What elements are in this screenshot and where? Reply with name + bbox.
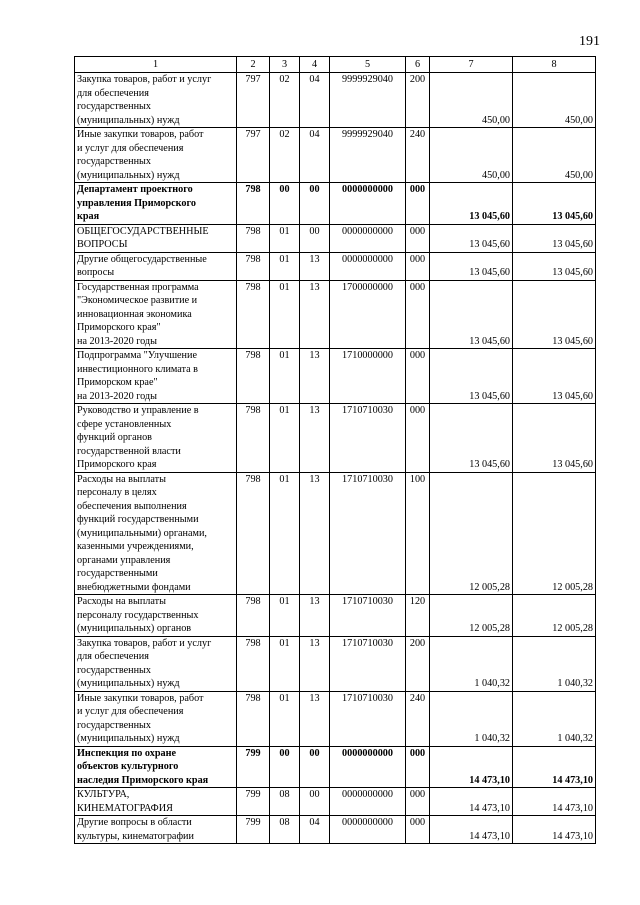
amount-col-7: 13 045,60: [430, 224, 513, 252]
amount-col-7: 12 005,28: [430, 595, 513, 637]
expense-type-code: 200: [406, 636, 430, 691]
subsection-code: 00: [300, 183, 330, 225]
target-code: 1710710030: [330, 691, 406, 746]
ministry-code: 798: [237, 349, 270, 404]
subsection-code: 00: [300, 746, 330, 788]
amount-col-7: 14 473,10: [430, 746, 513, 788]
ministry-code: 797: [237, 73, 270, 128]
section-code: 01: [270, 636, 300, 691]
subsection-code: 13: [300, 404, 330, 473]
column-header: 5: [330, 57, 406, 73]
amount-col-8: 13 045,60: [513, 404, 596, 473]
subsection-code: 00: [300, 788, 330, 816]
column-header: 4: [300, 57, 330, 73]
target-code: 0000000000: [330, 746, 406, 788]
section-code: 01: [270, 404, 300, 473]
subsection-code: 00: [300, 224, 330, 252]
section-code: 02: [270, 73, 300, 128]
section-code: 01: [270, 280, 300, 349]
target-code: 1710710030: [330, 595, 406, 637]
amount-col-7: 12 005,28: [430, 472, 513, 595]
table-row: [75, 691, 596, 746]
subsection-code: 13: [300, 472, 330, 595]
expense-type-code: 000: [406, 252, 430, 280]
row-name: Закупка товаров, работ и услуг для обеспечения государственных (муниципальных) нужд: [75, 73, 237, 128]
section-code: 01: [270, 691, 300, 746]
section-code: 01: [270, 349, 300, 404]
subsection-code: 04: [300, 816, 330, 844]
row-name: Иные закупки товаров, работ и услуг для обеспечения государственных (муниципальных) нужд: [75, 691, 237, 746]
expense-type-code: 100: [406, 472, 430, 595]
column-header: 3: [270, 57, 300, 73]
target-code: 0000000000: [330, 816, 406, 844]
amount-col-7: 1 040,32: [430, 691, 513, 746]
expense-type-code: 000: [406, 816, 430, 844]
amount-col-7: 13 045,60: [430, 349, 513, 404]
target-code: 1700000000: [330, 280, 406, 349]
section-code: 00: [270, 746, 300, 788]
row-name: Другие общегосударственные вопросы: [75, 252, 237, 280]
row-name: Государственная программа "Экономическое развитие и инновационная экономика Приморского края" на 2013-2020 годы: [75, 280, 237, 349]
expense-type-code: 200: [406, 73, 430, 128]
amount-col-7: 13 045,60: [430, 404, 513, 473]
row-name: КУЛЬТУРА, КИНЕМАТОГРАФИЯ: [75, 788, 237, 816]
subsection-code: 13: [300, 691, 330, 746]
amount-col-7: 450,00: [430, 128, 513, 183]
amount-col-8: 12 005,28: [513, 472, 596, 595]
amount-col-7: 13 045,60: [430, 183, 513, 225]
ministry-code: 798: [237, 472, 270, 595]
subsection-code: 04: [300, 128, 330, 183]
expense-type-code: 000: [406, 349, 430, 404]
section-code: 01: [270, 252, 300, 280]
row-name: Департамент проектного управления Приморского края: [75, 183, 237, 225]
ministry-code: 798: [237, 224, 270, 252]
amount-col-8: 13 045,60: [513, 224, 596, 252]
amount-col-8: 13 045,60: [513, 349, 596, 404]
subsection-code: 13: [300, 252, 330, 280]
ministry-code: 799: [237, 788, 270, 816]
expense-type-code: 000: [406, 404, 430, 473]
ministry-code: 798: [237, 595, 270, 637]
target-code: 0000000000: [330, 224, 406, 252]
ministry-code: 798: [237, 636, 270, 691]
amount-col-8: 1 040,32: [513, 636, 596, 691]
expense-type-code: 000: [406, 183, 430, 225]
amount-col-8: 14 473,10: [513, 788, 596, 816]
amount-col-8: 13 045,60: [513, 280, 596, 349]
table-row: [75, 252, 596, 280]
row-name: Расходы на выплаты персоналу в целях обеспечения выполнения функций государственными (муниципальными) органами, казенными учреждениями, органами управления государственными внебюджетными фондами: [75, 472, 237, 595]
amount-col-8: 450,00: [513, 73, 596, 128]
amount-col-7: 14 473,10: [430, 788, 513, 816]
table-row: [75, 746, 596, 788]
amount-col-7: 1 040,32: [430, 636, 513, 691]
table-row: [75, 595, 596, 637]
row-name: ОБЩЕГОСУДАРСТВЕННЫЕ ВОПРОСЫ: [75, 224, 237, 252]
table-row: [75, 636, 596, 691]
target-code: 1710000000: [330, 349, 406, 404]
column-header: 7: [430, 57, 513, 73]
table-header-row: [75, 57, 596, 73]
amount-col-8: 1 040,32: [513, 691, 596, 746]
ministry-code: 797: [237, 128, 270, 183]
row-name: Подпрограмма "Улучшение инвестиционного климата в Приморском крае" на 2013-2020 годы: [75, 349, 237, 404]
table-row: [75, 472, 596, 595]
row-name: Иные закупки товаров, работ и услуг для обеспечения государственных (муниципальных) нужд: [75, 128, 237, 183]
row-name: Инспекция по охране объектов культурного наследия Приморского края: [75, 746, 237, 788]
table-row: [75, 404, 596, 473]
expense-type-code: 240: [406, 691, 430, 746]
row-name: Другие вопросы в области культуры, кинематографии: [75, 816, 237, 844]
table-row: [75, 349, 596, 404]
amount-col-7: 14 473,10: [430, 816, 513, 844]
amount-col-8: 14 473,10: [513, 816, 596, 844]
section-code: 01: [270, 472, 300, 595]
section-code: 01: [270, 595, 300, 637]
section-code: 08: [270, 816, 300, 844]
column-header: 1: [75, 57, 237, 73]
ministry-code: 798: [237, 252, 270, 280]
expense-type-code: 000: [406, 788, 430, 816]
target-code: 0000000000: [330, 252, 406, 280]
expense-type-code: 120: [406, 595, 430, 637]
row-name: Закупка товаров, работ и услуг для обеспечения государственных (муниципальных) нужд: [75, 636, 237, 691]
amount-col-8: 13 045,60: [513, 183, 596, 225]
expense-type-code: 000: [406, 280, 430, 349]
table-row: [75, 280, 596, 349]
expense-type-code: 000: [406, 746, 430, 788]
amount-col-8: 14 473,10: [513, 746, 596, 788]
ministry-code: 798: [237, 404, 270, 473]
row-name: Расходы на выплаты персоналу государственных (муниципальных) органов: [75, 595, 237, 637]
subsection-code: 04: [300, 73, 330, 128]
amount-col-8: 13 045,60: [513, 252, 596, 280]
amount-col-7: 450,00: [430, 73, 513, 128]
ministry-code: 798: [237, 280, 270, 349]
section-code: 00: [270, 183, 300, 225]
expense-type-code: 240: [406, 128, 430, 183]
subsection-code: 13: [300, 280, 330, 349]
table-row: [75, 224, 596, 252]
ministry-code: 798: [237, 691, 270, 746]
table-row: [75, 183, 596, 225]
table-row: [75, 788, 596, 816]
table-row: [75, 73, 596, 128]
target-code: 1710710030: [330, 404, 406, 473]
amount-col-7: 13 045,60: [430, 280, 513, 349]
ministry-code: 798: [237, 183, 270, 225]
target-code: 9999929040: [330, 128, 406, 183]
section-code: 02: [270, 128, 300, 183]
target-code: 0000000000: [330, 183, 406, 225]
column-header: 8: [513, 57, 596, 73]
ministry-code: 799: [237, 746, 270, 788]
subsection-code: 13: [300, 636, 330, 691]
subsection-code: 13: [300, 595, 330, 637]
table-row: [75, 128, 596, 183]
subsection-code: 13: [300, 349, 330, 404]
section-code: 08: [270, 788, 300, 816]
target-code: 1710710030: [330, 636, 406, 691]
page-number: 191: [579, 34, 600, 49]
amount-col-7: 13 045,60: [430, 252, 513, 280]
target-code: 9999929040: [330, 73, 406, 128]
column-header: 2: [237, 57, 270, 73]
ministry-code: 799: [237, 816, 270, 844]
budget-table: [74, 56, 596, 844]
target-code: 1710710030: [330, 472, 406, 595]
column-header: 6: [406, 57, 430, 73]
amount-col-8: 450,00: [513, 128, 596, 183]
amount-col-8: 12 005,28: [513, 595, 596, 637]
section-code: 01: [270, 224, 300, 252]
table-row: [75, 816, 596, 844]
expense-type-code: 000: [406, 224, 430, 252]
target-code: 0000000000: [330, 788, 406, 816]
row-name: Руководство и управление в сфере установленных функций органов государственной власти Приморского края: [75, 404, 237, 473]
